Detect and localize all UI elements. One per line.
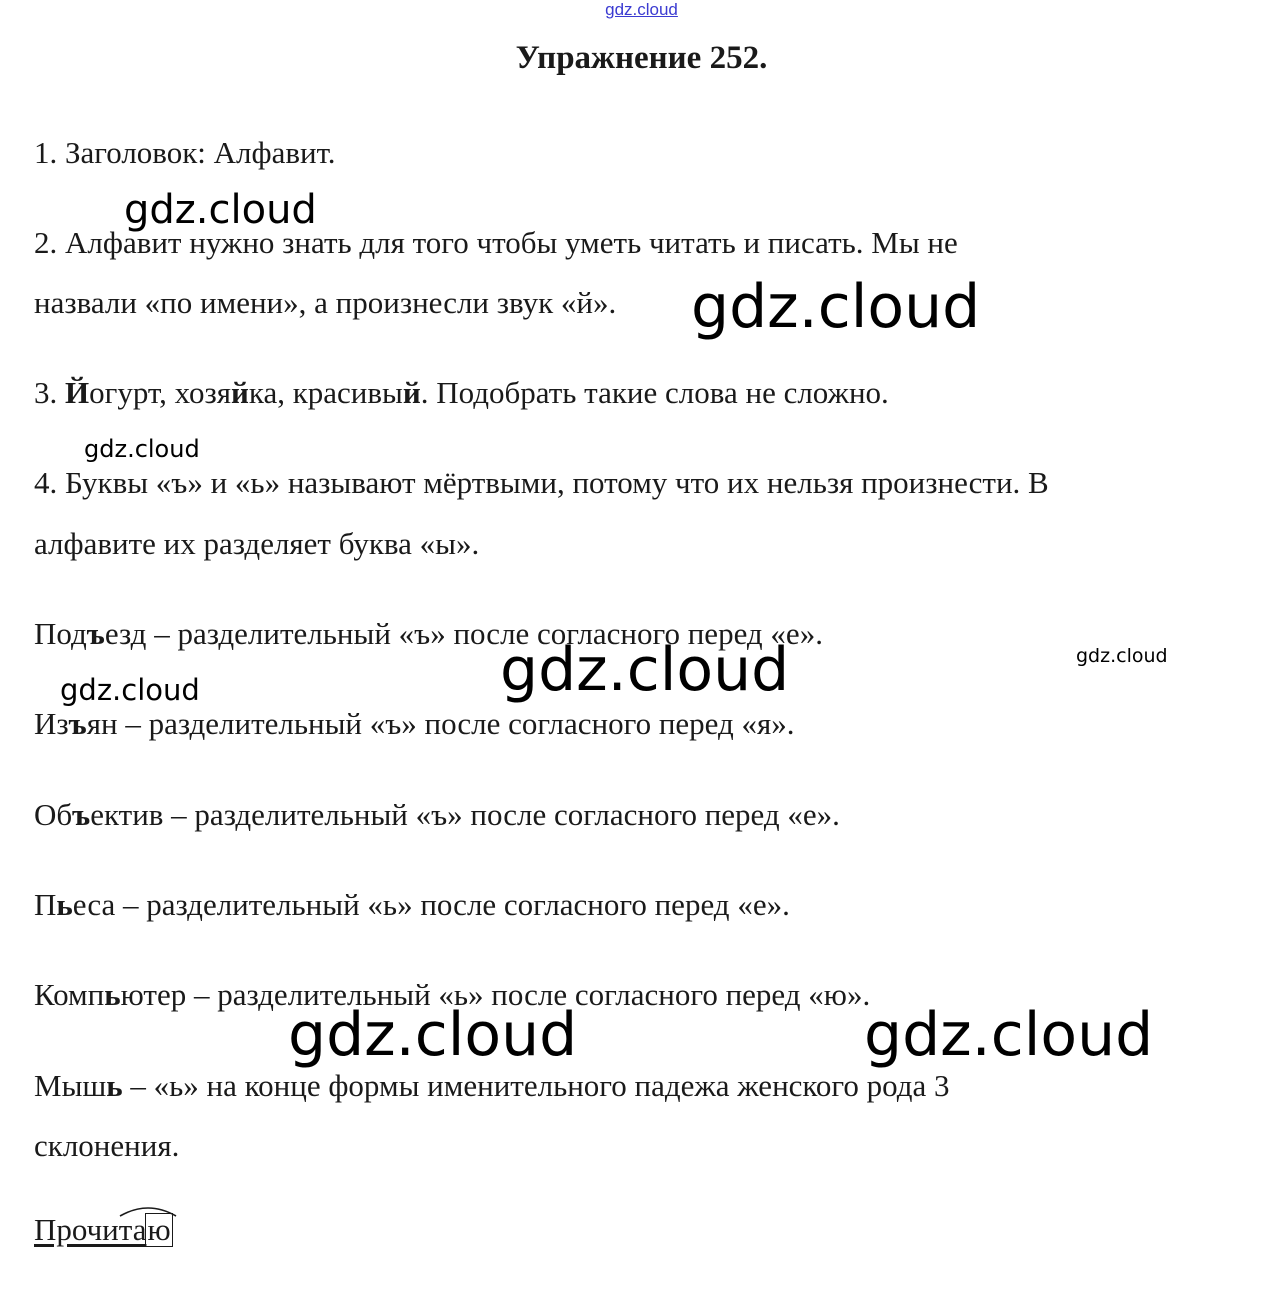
morph-stem: Прочита [34,1212,147,1247]
item-3-text-2: ка, красивы [248,375,403,410]
word-after: ян – разделительный «ъ» после согласного перед «я». [86,706,795,741]
word-after: – «ь» на конце формы именительного падежа женского рода 3 [122,1068,950,1103]
word-after: еса – разделительный «ь» после согласного перед «е». [72,887,790,922]
morphemic-analysis [34,1210,173,1250]
mouse-line-1 [34,1067,950,1105]
word-after: езд – разделительный «ъ» после согласного перед «е». [104,616,823,651]
item-4-line-2: алфавите их разделяет буква «ы». [34,526,480,561]
word-line-obektiv [34,796,840,834]
word-sign: ь [104,977,121,1012]
root-arc-icon [118,1204,178,1218]
item-3-prefix: 3. [34,375,65,410]
word-sign: ъ [72,797,91,832]
word-sign: ь [106,1068,123,1103]
exercise-title: Упражнение 252. [515,40,768,76]
item-3-letter-2: й [230,375,249,410]
item-3-text-1: огурт, хозя [89,375,231,410]
item-2-line-1: 2. Алфавит нужно знать для того чтобы уметь читать и писать. Мы не [34,225,958,260]
watermark: gdz.cloud [60,673,200,707]
item-4-line-1: 4. Буквы «ъ» и «ь» называют мёртвыми, потому что их нельзя произнести. В [34,465,1049,500]
item-1: 1. Заголовок: Алфавит. [34,135,336,170]
word-sign: ъ [68,706,87,741]
word-before: П [34,887,57,922]
item-3 [34,374,889,412]
word-before: Из [34,706,69,741]
mouse-line-2: склонения. [34,1128,180,1163]
word-line-pesa [34,886,790,924]
watermark: gdz.cloud [691,272,981,342]
watermark: gdz.cloud [124,187,317,233]
word-sign: ъ [86,616,105,651]
word-before: Под [34,616,87,651]
watermark: gdz.cloud [288,1000,578,1070]
item-3-letter-1: Й [65,375,90,410]
watermark: gdz.cloud [84,435,200,463]
watermark: gdz.cloud [1076,645,1168,667]
word-before: Мыш [34,1068,107,1103]
word-before: Об [34,797,73,832]
word-line-izyan [34,705,795,743]
word-sign: ь [56,887,73,922]
site-link[interactable]: gdz.cloud [605,0,678,19]
item-3-letter-3: й [402,375,421,410]
watermark: gdz.cloud [864,1000,1154,1070]
morph-ending: ю [147,1212,171,1247]
word-before: Комп [34,977,105,1012]
word-after: ютер – разделительный «ь» после согласного перед «ю». [120,977,871,1012]
word-after: ектив – разделительный «ъ» после согласного перед «е». [90,797,840,832]
item-2-line-2: назвали «по имени», а произнесли звук «й». [34,285,617,320]
watermark: gdz.cloud [500,635,790,705]
item-3-tail: . Подобрать такие слова не сложно. [420,375,889,410]
